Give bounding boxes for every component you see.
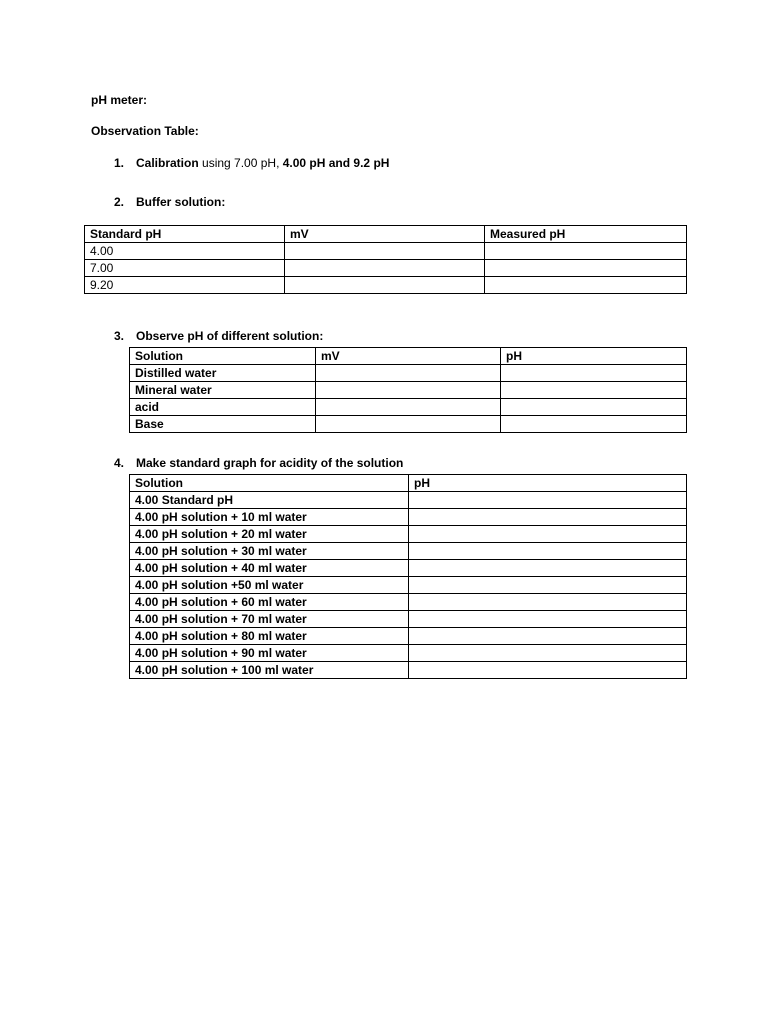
column-header: Solution <box>130 348 316 365</box>
graph-label: Make standard graph for acidity of the solution <box>136 456 404 470</box>
column-header: Standard pH <box>85 226 285 243</box>
list-item-buffer <box>114 195 225 209</box>
table-cell: 4.00 pH solution +50 ml water <box>130 577 409 594</box>
table-cell: Distilled water <box>130 365 316 382</box>
table-cell: 4.00 pH solution + 80 ml water <box>130 628 409 645</box>
table-cell <box>409 492 687 509</box>
observe-label: Observe pH of different solution: <box>136 329 324 343</box>
list-number: 4. <box>114 456 125 470</box>
column-header: mV <box>285 226 485 243</box>
table-cell: 4.00 pH solution + 60 ml water <box>130 594 409 611</box>
table-cell <box>409 611 687 628</box>
table-cell <box>409 594 687 611</box>
table-cell <box>501 365 687 382</box>
table-cell <box>316 399 501 416</box>
table-row <box>130 416 687 433</box>
table-cell <box>285 277 485 294</box>
table-row <box>130 628 687 645</box>
table-row <box>130 543 687 560</box>
table-cell <box>409 543 687 560</box>
table-cell <box>316 382 501 399</box>
table-row <box>130 662 687 679</box>
column-header: pH <box>409 475 687 492</box>
buffer-table <box>84 225 687 294</box>
list-item-calibration <box>114 156 389 170</box>
table-cell <box>501 416 687 433</box>
table-cell <box>485 277 687 294</box>
table-row <box>130 365 687 382</box>
graph-table <box>129 474 687 679</box>
column-header: Measured pH <box>485 226 687 243</box>
table-row <box>130 594 687 611</box>
table-cell: 4.00 pH solution + 90 ml water <box>130 645 409 662</box>
table-cell: 4.00 pH solution + 20 ml water <box>130 526 409 543</box>
table-row <box>130 611 687 628</box>
table-row <box>130 382 687 399</box>
table-cell <box>316 365 501 382</box>
table-header-row <box>85 226 687 243</box>
table-row <box>130 399 687 416</box>
list-number: 3. <box>114 329 125 343</box>
table-cell: Mineral water <box>130 382 316 399</box>
table-cell: 4.00 pH solution + 70 ml water <box>130 611 409 628</box>
table-row <box>85 260 687 277</box>
table-cell <box>409 662 687 679</box>
table-cell <box>501 399 687 416</box>
table-cell <box>316 416 501 433</box>
table-cell: acid <box>130 399 316 416</box>
table-cell: 4.00 pH solution + 10 ml water <box>130 509 409 526</box>
column-header: pH <box>501 348 687 365</box>
table-header-row <box>130 348 687 365</box>
table-row <box>85 277 687 294</box>
column-header: mV <box>316 348 501 365</box>
list-number: 1. <box>114 156 125 170</box>
column-header: Solution <box>130 475 409 492</box>
observe-table <box>129 347 687 433</box>
buffer-label: Buffer solution: <box>136 195 226 209</box>
table-cell <box>501 382 687 399</box>
table-row <box>130 560 687 577</box>
table-cell <box>409 577 687 594</box>
document-subtitle: Observation Table: <box>91 124 199 138</box>
list-number: 2. <box>114 195 125 209</box>
table-cell <box>409 526 687 543</box>
table-cell <box>485 243 687 260</box>
calibration-middle: using 7.00 pH, <box>202 156 283 170</box>
list-item-graph <box>114 456 403 470</box>
table-cell: 7.00 <box>85 260 285 277</box>
table-cell: 9.20 <box>85 277 285 294</box>
table-header-row <box>130 475 687 492</box>
table-cell: 4.00 Standard pH <box>130 492 409 509</box>
table-cell: 4.00 <box>85 243 285 260</box>
table-cell <box>485 260 687 277</box>
table-cell: 4.00 pH solution + 100 ml water <box>130 662 409 679</box>
table-cell: Base <box>130 416 316 433</box>
table-row <box>130 577 687 594</box>
document-title: pH meter: <box>91 93 148 107</box>
table-row <box>130 509 687 526</box>
calibration-prefix: Calibration <box>136 156 203 170</box>
table-cell: 4.00 pH solution + 30 ml water <box>130 543 409 560</box>
table-cell <box>285 243 485 260</box>
table-row <box>130 526 687 543</box>
table-cell <box>409 645 687 662</box>
table-cell: 4.00 pH solution + 40 ml water <box>130 560 409 577</box>
table-cell <box>409 560 687 577</box>
table-row <box>85 243 687 260</box>
table-cell <box>409 509 687 526</box>
calibration-suffix: 4.00 pH and 9.2 pH <box>282 156 390 170</box>
list-item-observe <box>114 329 323 343</box>
table-cell <box>285 260 485 277</box>
table-row <box>130 492 687 509</box>
table-row <box>130 645 687 662</box>
table-cell <box>409 628 687 645</box>
